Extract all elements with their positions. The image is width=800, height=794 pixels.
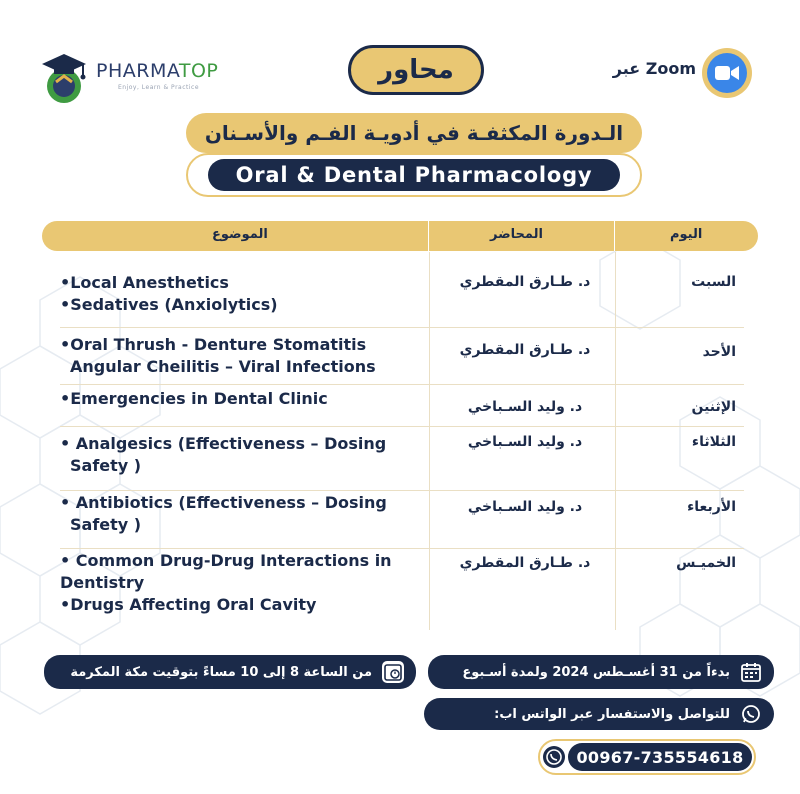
calendar-icon	[740, 661, 762, 683]
header-divider	[428, 221, 429, 251]
topic-line: • Antibiotics (Effectiveness – Dosing	[60, 493, 387, 512]
row-day-sunday: الأحد	[702, 344, 736, 360]
row-lecturer: د. طـارق المقطري	[459, 342, 591, 358]
row-topic	[60, 334, 425, 378]
topic-line: Dentistry	[60, 573, 145, 592]
page-title: محاور	[348, 45, 484, 95]
schedule-table-body	[60, 252, 744, 630]
topic-line: Angular Cheilitis – Viral Infections	[70, 357, 376, 376]
row-day-wednesday: الأربعاء	[687, 499, 736, 515]
course-title-arabic: الـدورة المكثفـة في أدويـة الفـم والأسـنان	[186, 113, 642, 153]
video-camera-icon	[715, 65, 739, 81]
whatsapp-icon	[542, 745, 566, 769]
start-date-text: بدءاً من 31 أغسـطس 2024 ولمدة أسـبوع	[462, 664, 730, 680]
row-topic	[60, 492, 425, 536]
clock-icon	[382, 661, 404, 683]
row-divider	[60, 490, 744, 491]
topic-line: •Emergencies in Dental Clinic	[60, 389, 328, 408]
course-title-frame	[186, 153, 642, 197]
phone-number[interactable]: 00967-735554618	[568, 743, 752, 771]
contact-text: للتواصل والاستفسار عبر الواتس اب:	[494, 706, 730, 722]
row-day-saturday: السبت	[691, 274, 736, 290]
row-lecturer: د. طـارق المقطري	[459, 555, 591, 571]
topic-line: •Oral Thrush - Denture Stomatitis	[60, 335, 367, 354]
header-divider	[614, 221, 615, 251]
course-title-english: Oral & Dental Pharmacology	[208, 159, 620, 191]
row-lecturer: د. وليد السـباخي	[467, 399, 583, 415]
zoom-icon-ring	[702, 48, 752, 98]
schedule-table-header	[42, 221, 758, 251]
row-divider	[60, 327, 744, 328]
row-lecturer: د. طـارق المقطري	[459, 274, 591, 290]
row-topic	[60, 272, 425, 316]
whatsapp-icon	[740, 703, 762, 725]
column-divider	[429, 252, 430, 630]
zoom-badge	[592, 48, 752, 98]
brand-tagline: Enjoy, Learn & Practice	[118, 84, 200, 91]
brand-logo	[38, 48, 228, 108]
phone-pill[interactable]	[538, 739, 756, 775]
row-divider	[60, 426, 744, 427]
row-divider	[60, 384, 744, 385]
contact-pill	[424, 698, 774, 730]
row-topic	[60, 388, 425, 410]
topic-line: • Analgesics (Effectiveness – Dosing	[60, 434, 387, 453]
row-topic	[60, 433, 425, 477]
row-day-monday: الإثنين	[691, 399, 736, 415]
time-text: من الساعة 8 إلى 10 مساءً بتوقيت مكة المكرمة	[70, 664, 372, 680]
zoom-label: عبر Zoom	[612, 59, 696, 78]
row-divider	[60, 548, 744, 549]
row-day-thursday: الخميـس	[676, 555, 736, 571]
row-lecturer: د. وليد السـباخي	[467, 499, 583, 515]
row-day-tuesday: الثلاثاء	[691, 434, 736, 450]
time-pill	[44, 655, 416, 689]
topic-line: Safety )	[70, 456, 142, 475]
row-topic	[60, 550, 425, 616]
graduation-cap-icon	[38, 48, 90, 108]
topic-line: •Sedatives (Anxiolytics)	[60, 295, 278, 314]
header-topic: الموضوع	[212, 227, 268, 242]
topic-line: •Local Anesthetics	[60, 273, 229, 292]
brand-name-part2: TOP	[178, 60, 219, 82]
brand-name-part1: PHARMA	[96, 60, 179, 82]
row-lecturer: د. وليد السـباخي	[467, 434, 583, 450]
header-day: اليوم	[670, 227, 703, 242]
start-date-pill	[428, 655, 774, 689]
header-lecturer: المحاضر	[490, 227, 543, 242]
topic-line: •Drugs Affecting Oral Cavity	[60, 595, 317, 614]
topic-line: • Common Drug-Drug Interactions in	[60, 551, 392, 570]
topic-line: Safety )	[70, 515, 142, 534]
